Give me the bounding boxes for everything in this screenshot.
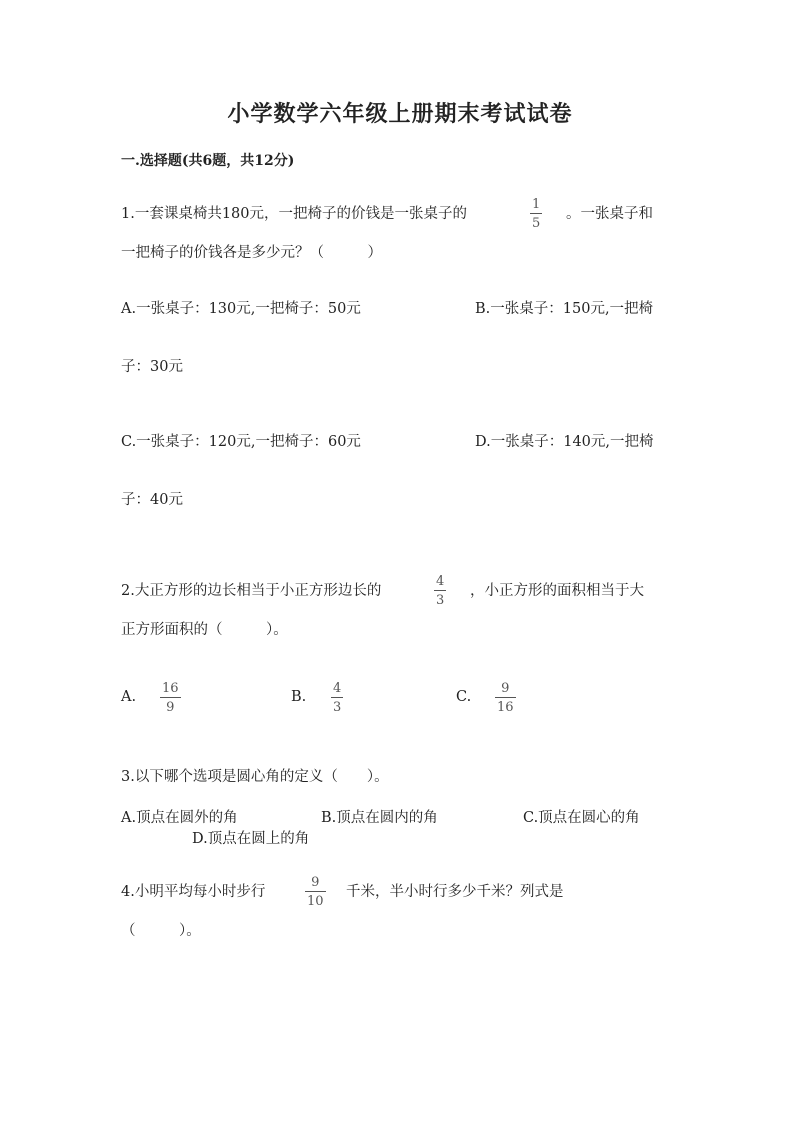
q4-text-after: 千米，半小时行多少千米？列式是 xyxy=(346,884,564,900)
q1-option-a[interactable]: A.一张桌子：130元,一把椅子：50元 xyxy=(121,301,361,317)
q3-option-c[interactable]: C.顶点在圆心的角 xyxy=(523,810,640,826)
q2-option-c-label: C. xyxy=(456,689,472,705)
q2-option-b-fraction xyxy=(331,682,343,714)
q4-text-before: 4.小明平均每小时步行 xyxy=(121,884,266,900)
q2-text-before: 2.大正方形的边长相当于小正方形边长的 xyxy=(121,583,382,599)
q2-fraction xyxy=(434,575,446,607)
q1-fraction-denominator: 5 xyxy=(532,216,541,231)
q2-line2: 正方形面积的（ ）。 xyxy=(121,622,288,638)
q1-fraction-numerator: 1 xyxy=(532,197,541,212)
q2-option-c-denominator: 16 xyxy=(497,700,514,715)
section-heading: 一.选择题(共6题，共12分) xyxy=(121,153,295,169)
q2-fraction-denominator: 3 xyxy=(436,593,445,608)
q2-option-b-label: B. xyxy=(291,689,307,705)
q3-option-b[interactable]: B.顶点在圆内的角 xyxy=(321,810,438,826)
q1-option-c[interactable]: C.一张桌子：120元,一把椅子：60元 xyxy=(121,434,361,450)
q2-option-c-numerator: 9 xyxy=(501,681,510,696)
q2-option-c-fraction xyxy=(495,682,516,714)
q2-option-a-label: A. xyxy=(121,689,137,705)
q3-text: 3.以下哪个选项是圆心角的定义（ ）。 xyxy=(121,769,389,785)
q1-text-after: 。一张桌子和 xyxy=(566,206,653,222)
q3-option-a[interactable]: A.顶点在圆外的角 xyxy=(121,810,238,826)
q1-line2: 一把椅子的价钱各是多少元？（ ） xyxy=(121,245,382,261)
q1-text-before: 1.一套课桌椅共180元，一把椅子的价钱是一张桌子的 xyxy=(121,206,468,222)
q2-option-b-numerator: 4 xyxy=(333,681,342,696)
q1-option-d-continued[interactable]: 子：40元 xyxy=(121,492,183,508)
q2-fraction-numerator: 4 xyxy=(436,574,445,589)
q4-line2: （ ）。 xyxy=(121,923,201,939)
q2-option-a-fraction xyxy=(160,682,181,714)
q1-option-b[interactable]: B.一张桌子：150元,一把椅 xyxy=(475,301,654,317)
q2-option-a-numerator: 16 xyxy=(162,681,179,696)
q1-option-d[interactable]: D.一张桌子：140元,一把椅 xyxy=(475,434,654,450)
page-title: 小学数学六年级上册期末考试试卷 xyxy=(227,101,573,127)
q2-text-after: ，小正方形的面积相当于大 xyxy=(470,583,644,599)
q2-option-a-denominator: 9 xyxy=(166,700,175,715)
q1-option-b-continued[interactable]: 子：30元 xyxy=(121,359,183,375)
q4-fraction-denominator: 10 xyxy=(307,894,324,909)
q2-option-b-denominator: 3 xyxy=(333,700,342,715)
q1-fraction xyxy=(530,198,542,230)
q4-fraction xyxy=(305,876,326,908)
q4-fraction-numerator: 9 xyxy=(311,875,320,890)
q3-option-d[interactable]: D.顶点在圆上的角 xyxy=(192,831,310,847)
